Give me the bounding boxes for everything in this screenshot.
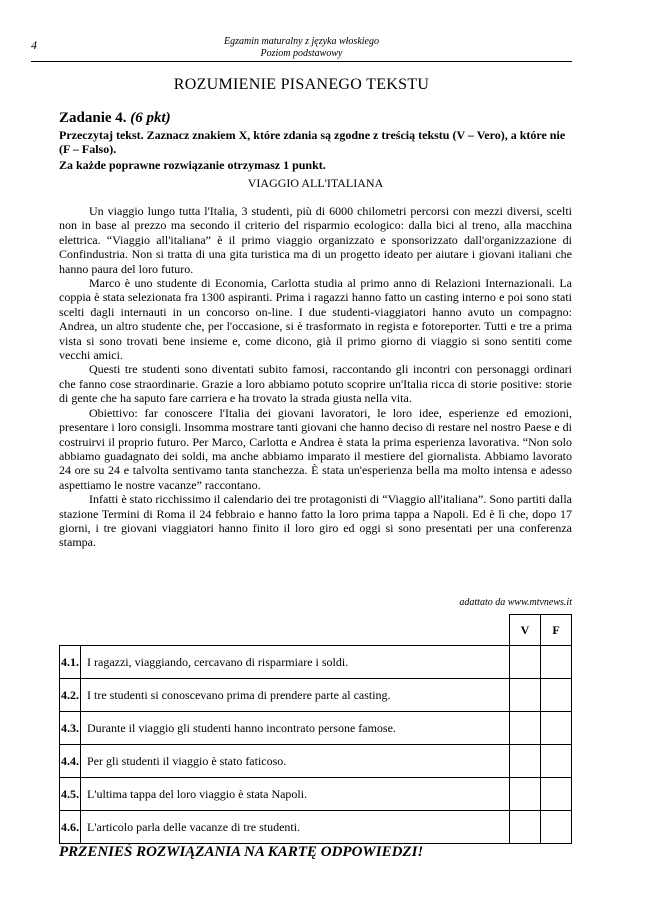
answer-v-cell[interactable] [510, 778, 541, 811]
statement-number: 4.2. [60, 679, 81, 712]
table-row [60, 745, 572, 778]
table-row [60, 646, 572, 679]
table-row [60, 712, 572, 745]
statement-number: 4.6. [60, 811, 81, 844]
answer-v-cell[interactable] [510, 646, 541, 679]
answer-f-cell[interactable] [541, 712, 572, 745]
blank-cell [81, 615, 510, 646]
table-header-row [60, 615, 572, 646]
paragraph: Questi tre studenti sono diventati subito famosi, raccontando gli incontri con personaggi ordinari che fanno cose straordinarie. Grazie a loro abbiamo potuto scoprire un'Italia ricca di storie positive: storie di gente che ha saputo fare carriera e ha trovato la strada giusta nella vita. [59, 362, 572, 406]
statement-text: I ragazzi, viaggiando, cercavano di risparmiare i soldi. [81, 646, 510, 679]
paragraph: Infatti è stato ricchissimo il calendario dei tre protagonisti di “Viaggio all'italiana”. Sono partiti dalla stazione Termini di Roma il 24 febbraio e hanno fatto la loro prima tappa a Napoli. Ed è lì che, dopo 17 giorni, i tre giovani viaggiatori hanno finito il loro giro ed oggi si sono presentati per una conferenza stampa. [59, 492, 572, 550]
column-vero: V [510, 615, 541, 646]
task-title [59, 110, 572, 126]
page-number: 4 [31, 38, 37, 52]
table-row [60, 679, 572, 712]
exam-title: Egzamin maturalny z języka włoskiego [224, 36, 379, 47]
task-label: Zadanie 4. [59, 110, 127, 126]
answer-v-cell[interactable] [510, 811, 541, 844]
table-row [60, 811, 572, 844]
statement-text: L'ultima tappa del loro viaggio è stata Napoli. [81, 778, 510, 811]
blank-cell [60, 615, 81, 646]
task-scoring: Za każde poprawne rozwiązanie otrzymasz 1 punkt. [59, 158, 326, 172]
source-note: adattato da www.mtvnews.it [459, 597, 572, 608]
statement-text: I tre studenti si conoscevano prima di prendere parte al casting. [81, 679, 510, 712]
paragraph: Obiettivo: far conoscere l'Italia dei giovani lavoratori, le loro idee, esperienze ed emozioni, presentare i loro consigli. Insomma mostrare tanti giovani che hanno deciso di restare nel nostro Paese e di costruirvi il proprio futuro. Per Marco, Carlotta e Andrea è stata la prima esperienza lavorativa. “Non solo abbiamo guadagnato dei soldi, ma anche abbiamo imparato il mestiere del giornalista. Abbiamo lavorato 24 ore su 24 e talvolta sentivamo tanta stanchezza. È stata un'esperienza bella ma molto intensa e adesso aspettiamo le nostre vacanze” raccontano. [59, 405, 572, 492]
paragraph: Un viaggio lungo tutta l'Italia, 3 studenti, più di 6000 chilometri percorsi con mezzi diversi, scelti non in base al prezzo ma secondo il criterio del risparmio ecologico: dalla bici al treno, alla macchina elettrica. “Viaggio all'italiana” è il primo viaggio organizzato e sponsorizzato dall'organizzazione di Confindustria. Non si tratta di una gita turistica ma di un progetto ideato per aiutare i giovani italiani che hanno paura del loro futuro. [59, 204, 572, 276]
statement-text: Durante il viaggio gli studenti hanno incontrato persone famose. [81, 712, 510, 745]
statement-text: L'articolo parla delle vacanze di tre studenti. [81, 811, 510, 844]
answer-f-cell[interactable] [541, 679, 572, 712]
answer-v-cell[interactable] [510, 679, 541, 712]
statement-number: 4.4. [60, 745, 81, 778]
answer-f-cell[interactable] [541, 745, 572, 778]
paragraph: Marco è uno studente di Economia, Carlotta studia al primo anno di Relazioni Internazionali. La coppia è stata selezionata fra 1300 aspiranti. Prima i ragazzi hanno fatto un casting interno e poi sono stati scelti dagli internauti in un concorso on-line. I due studenti-viaggiatori hanno avuto un compagno: Andrea, un altro studente che, per l'occasione, si è trasformato in regista e fotoreporter. Tutti e tre a prima vista si sono trovati bene insieme e, come dicono, già il primo giorno di viaggio si sono sentiti come vecchi amici. [59, 276, 572, 363]
answer-table [59, 614, 572, 844]
exam-header [31, 36, 572, 60]
table-row [60, 778, 572, 811]
reading-text [59, 204, 572, 550]
page-header [31, 26, 572, 62]
column-falso: F [541, 615, 572, 646]
answer-f-cell[interactable] [541, 811, 572, 844]
task-points: (6 pkt) [130, 110, 171, 126]
section-title: ROZUMIENIE PISANEGO TEKSTU [173, 76, 430, 93]
statement-text: Per gli studenti il viaggio è stato faticoso. [81, 745, 510, 778]
answer-v-cell[interactable] [510, 712, 541, 745]
answer-v-cell[interactable] [510, 745, 541, 778]
exam-level: Poziom podstawowy [260, 48, 343, 59]
task-block [59, 110, 572, 190]
task-instruction: Przeczytaj tekst. Zaznacz znakiem X, które zdania są zgodne z treścią tekstu (V – Vero), a które nie (F – Falso). [59, 128, 566, 156]
statement-number: 4.1. [60, 646, 81, 679]
statement-number: 4.5. [60, 778, 81, 811]
text-title: VIAGGIO ALL'ITALIANA [247, 176, 384, 190]
header-divider [31, 61, 572, 62]
answer-f-cell[interactable] [541, 778, 572, 811]
answer-f-cell[interactable] [541, 646, 572, 679]
footer-instruction: PRZENIEŚ ROZWIĄZANIA NA KARTĘ ODPOWIEDZI! [59, 844, 424, 860]
statement-number: 4.3. [60, 712, 81, 745]
